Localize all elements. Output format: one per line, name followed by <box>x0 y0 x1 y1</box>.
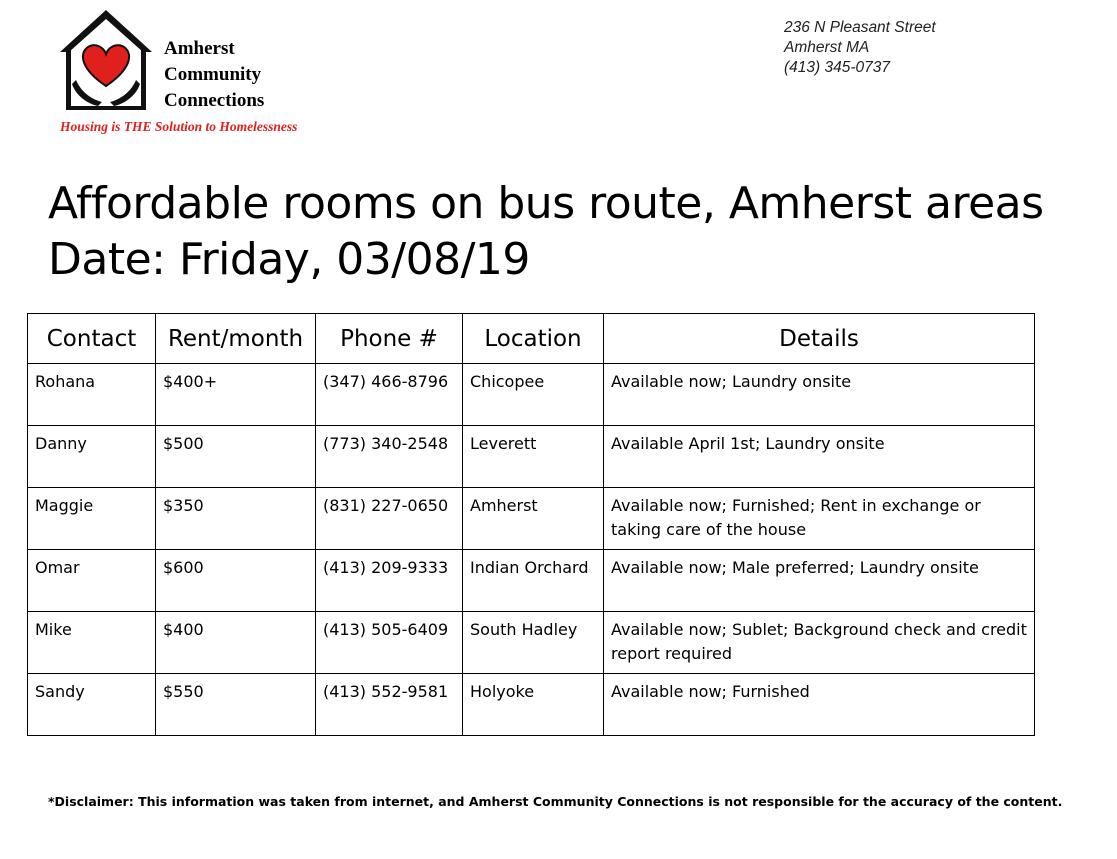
address-block <box>784 18 936 78</box>
rent-cell: $500 <box>156 426 316 488</box>
rent-cell: $400+ <box>156 364 316 426</box>
table-header-row <box>28 314 1035 364</box>
page-title <box>48 176 1044 288</box>
rent-cell: $400 <box>156 612 316 674</box>
organization-logo <box>46 8 350 138</box>
details-cell: Available now; Furnished; Rent in exchange or taking care of the house <box>604 488 1035 550</box>
table-row <box>28 674 1035 736</box>
details-cell: Available April 1st; Laundry onsite <box>604 426 1035 488</box>
phone-cell: (831) 227-0650 <box>316 488 463 550</box>
details-cell: Available now; Laundry onsite <box>604 364 1035 426</box>
org-name-line: Connections <box>164 90 265 111</box>
house-heart-hands-icon <box>52 8 162 116</box>
address-street: 236 N Pleasant Street <box>784 19 936 36</box>
column-header-rent: Rent/month <box>156 314 316 364</box>
rent-cell: $550 <box>156 674 316 736</box>
details-cell: Available now; Furnished <box>604 674 1035 736</box>
location-cell: Amherst <box>463 488 604 550</box>
contact-cell: Danny <box>28 426 156 488</box>
contact-cell: Mike <box>28 612 156 674</box>
contact-cell: Rohana <box>28 364 156 426</box>
address-city: Amherst MA <box>784 39 870 56</box>
column-header-details: Details <box>604 314 1035 364</box>
table-row <box>28 426 1035 488</box>
column-header-phone: Phone # <box>316 314 463 364</box>
column-header-location: Location <box>463 314 604 364</box>
rent-cell: $600 <box>156 550 316 612</box>
page-date: Date: Friday, 03/08/19 <box>48 234 530 285</box>
phone-cell: (413) 209-9333 <box>316 550 463 612</box>
phone-cell: (413) 552-9581 <box>316 674 463 736</box>
location-cell: Leverett <box>463 426 604 488</box>
address-phone: (413) 345-0737 <box>784 59 890 76</box>
location-cell: South Hadley <box>463 612 604 674</box>
page-title-line: Affordable rooms on bus route, Amherst areas <box>48 178 1044 229</box>
phone-cell: (413) 505-6409 <box>316 612 463 674</box>
rent-cell: $350 <box>156 488 316 550</box>
table-row <box>28 364 1035 426</box>
location-cell: Holyoke <box>463 674 604 736</box>
disclaimer: *Disclaimer: This information was taken from internet, and Amherst Community Connections is not responsible for the accuracy of the content. <box>48 794 1063 809</box>
organization-name <box>164 36 264 114</box>
details-cell: Available now; Male preferred; Laundry onsite <box>604 550 1035 612</box>
tagline: Housing is THE Solution to Homelessness <box>60 119 298 134</box>
location-cell: Chicopee <box>463 364 604 426</box>
contact-cell: Sandy <box>28 674 156 736</box>
details-cell: Available now; Sublet; Background check and credit report required <box>604 612 1035 674</box>
org-name-line: Community <box>164 64 262 85</box>
org-name-line: Amherst <box>164 38 235 59</box>
table-row <box>28 612 1035 674</box>
phone-cell: (347) 466-8796 <box>316 364 463 426</box>
table-row <box>28 550 1035 612</box>
contact-cell: Maggie <box>28 488 156 550</box>
contact-cell: Omar <box>28 550 156 612</box>
phone-cell: (773) 340-2548 <box>316 426 463 488</box>
location-cell: Indian Orchard <box>463 550 604 612</box>
column-header-contact: Contact <box>28 314 156 364</box>
listings-table <box>27 313 1035 736</box>
table-row <box>28 488 1035 550</box>
